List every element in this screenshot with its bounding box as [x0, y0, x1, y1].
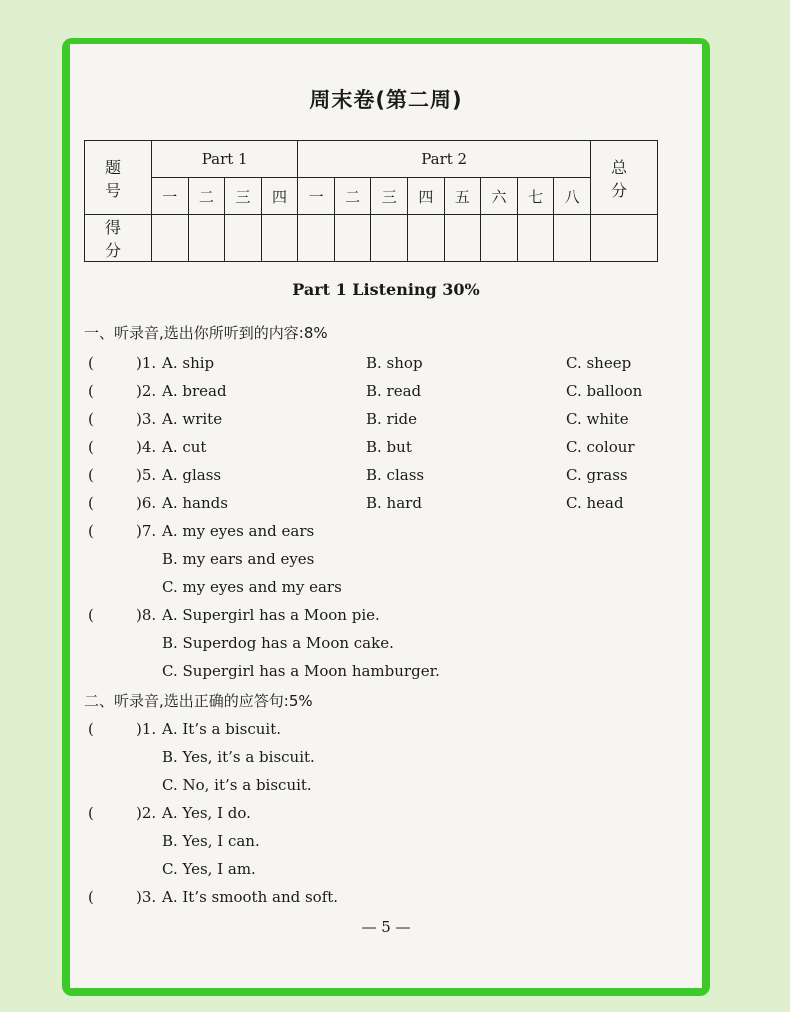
score-label: 得 分	[85, 215, 152, 262]
exam-page: 周末卷(第二周) 题 号 Part 1 Part 2 总 分 一 二 三 四 一 二 三 四 五 六 七 八 得 分 Part 1 Listening 30% 一、听录音,选出你所听到的内容:8% ( )1. A. ship B. shop C. sheep ( )2. A. bread B. read C. balloon ( )3. A. write B. ride C. white ( )4. A. cut B. but C. colour ( )5. A. glass B. class C. grass ( )6. A. hands B. hard C. head ( )7. A. my eyes and ears B. my ears and eyes C. my eyes and my ears ( )8. A. Supergirl has a Moon pie. B. Superdog has a Moon cake. C. Supergirl has a Moon hamburger. 二、听录音,选出正确的应答句:5% ( )1. A. It’s a biscuit. B. Yes, it’s a biscuit. C. No, it’s a biscuit. ( )2. A. Yes, I do. B. Yes, I can. C. Yes, I am. ( )3. A. It’s smooth and soft. — 5 —	[70, 44, 702, 988]
option-a: A. Yes, I do.	[162, 804, 251, 822]
option-c: C. head	[566, 494, 624, 512]
score-cell[interactable]	[481, 215, 518, 262]
score-cell[interactable]	[371, 215, 408, 262]
option-b: B. shop	[366, 354, 423, 372]
score-cell[interactable]	[225, 215, 262, 262]
answer-paren[interactable]: (	[88, 382, 94, 400]
option-a: A. hands	[162, 494, 228, 512]
col-p1-3: 三	[225, 178, 262, 215]
score-cell[interactable]	[554, 215, 591, 262]
score-cell[interactable]	[152, 215, 189, 262]
option-b: B. Yes, I can.	[162, 832, 260, 850]
answer-paren[interactable]: (	[88, 410, 94, 428]
section1-heading: 一、听录音,选出你所听到的内容:8%	[84, 324, 328, 342]
answer-paren[interactable]: (	[88, 720, 94, 738]
answer-paren[interactable]: (	[88, 354, 94, 372]
option-b: B. hard	[366, 494, 422, 512]
col-p2-8: 八	[554, 178, 591, 215]
part2-header: Part 2	[298, 141, 591, 178]
option-b: B. my ears and eyes	[162, 550, 315, 568]
col-p1-2: 二	[188, 178, 225, 215]
col-p2-3: 三	[371, 178, 408, 215]
option-a: A. cut	[162, 438, 207, 456]
option-c: C. No, it’s a biscuit.	[162, 776, 312, 794]
option-c: C. balloon	[566, 382, 643, 400]
option-a: A. Supergirl has a Moon pie.	[162, 606, 380, 624]
answer-paren[interactable]: (	[88, 606, 94, 624]
score-cell[interactable]	[261, 215, 298, 262]
score-table	[84, 140, 658, 262]
option-a: A. ship	[162, 354, 215, 372]
answer-paren[interactable]: (	[88, 804, 94, 822]
page-title: 周末卷(第二周)	[309, 88, 463, 112]
answer-paren[interactable]: (	[88, 466, 94, 484]
question-number-label: 题 号	[85, 141, 152, 215]
option-a: A. It’s smooth and soft.	[162, 888, 339, 906]
option-b: B. class	[366, 466, 425, 484]
option-c: C. Supergirl has a Moon hamburger.	[162, 662, 440, 680]
part1-heading: Part 1 Listening 30%	[292, 280, 480, 299]
option-b: B. Yes, it’s a biscuit.	[162, 748, 315, 766]
col-p2-6: 六	[481, 178, 518, 215]
score-cell[interactable]	[334, 215, 371, 262]
col-p2-2: 二	[334, 178, 371, 215]
answer-paren[interactable]: (	[88, 888, 94, 906]
answer-paren[interactable]: (	[88, 438, 94, 456]
col-p1-4: 四	[261, 178, 298, 215]
option-c: C. sheep	[566, 354, 632, 372]
col-p2-5: 五	[444, 178, 481, 215]
option-c: C. Yes, I am.	[162, 860, 256, 878]
section2-heading: 二、听录音,选出正确的应答句:5%	[84, 692, 313, 710]
score-cell[interactable]	[188, 215, 225, 262]
total-label: 总 分	[591, 141, 658, 215]
score-cell[interactable]	[444, 215, 481, 262]
score-cell[interactable]	[408, 215, 445, 262]
score-cell[interactable]	[298, 215, 335, 262]
total-score-cell[interactable]	[591, 215, 658, 262]
option-a: A. write	[162, 410, 223, 428]
option-a: A. It’s a biscuit.	[162, 720, 282, 738]
col-p2-1: 一	[298, 178, 335, 215]
score-cell[interactable]	[517, 215, 554, 262]
option-b: B. but	[366, 438, 412, 456]
answer-paren[interactable]: (	[88, 494, 94, 512]
part1-header: Part 1	[152, 141, 298, 178]
option-a: A. glass	[162, 466, 222, 484]
answer-paren[interactable]: (	[88, 522, 94, 540]
option-b: B. ride	[366, 410, 418, 428]
option-a: A. bread	[162, 382, 227, 400]
page-number: — 5 —	[361, 918, 411, 936]
col-p1-1: 一	[152, 178, 189, 215]
col-p2-7: 七	[517, 178, 554, 215]
option-c: C. white	[566, 410, 629, 428]
option-b: B. read	[366, 382, 422, 400]
option-a: A. my eyes and ears	[162, 522, 315, 540]
option-c: C. colour	[566, 438, 635, 456]
option-c: C. grass	[566, 466, 628, 484]
option-b: B. Superdog has a Moon cake.	[162, 634, 394, 652]
option-c: C. my eyes and my ears	[162, 578, 342, 596]
col-p2-4: 四	[408, 178, 445, 215]
